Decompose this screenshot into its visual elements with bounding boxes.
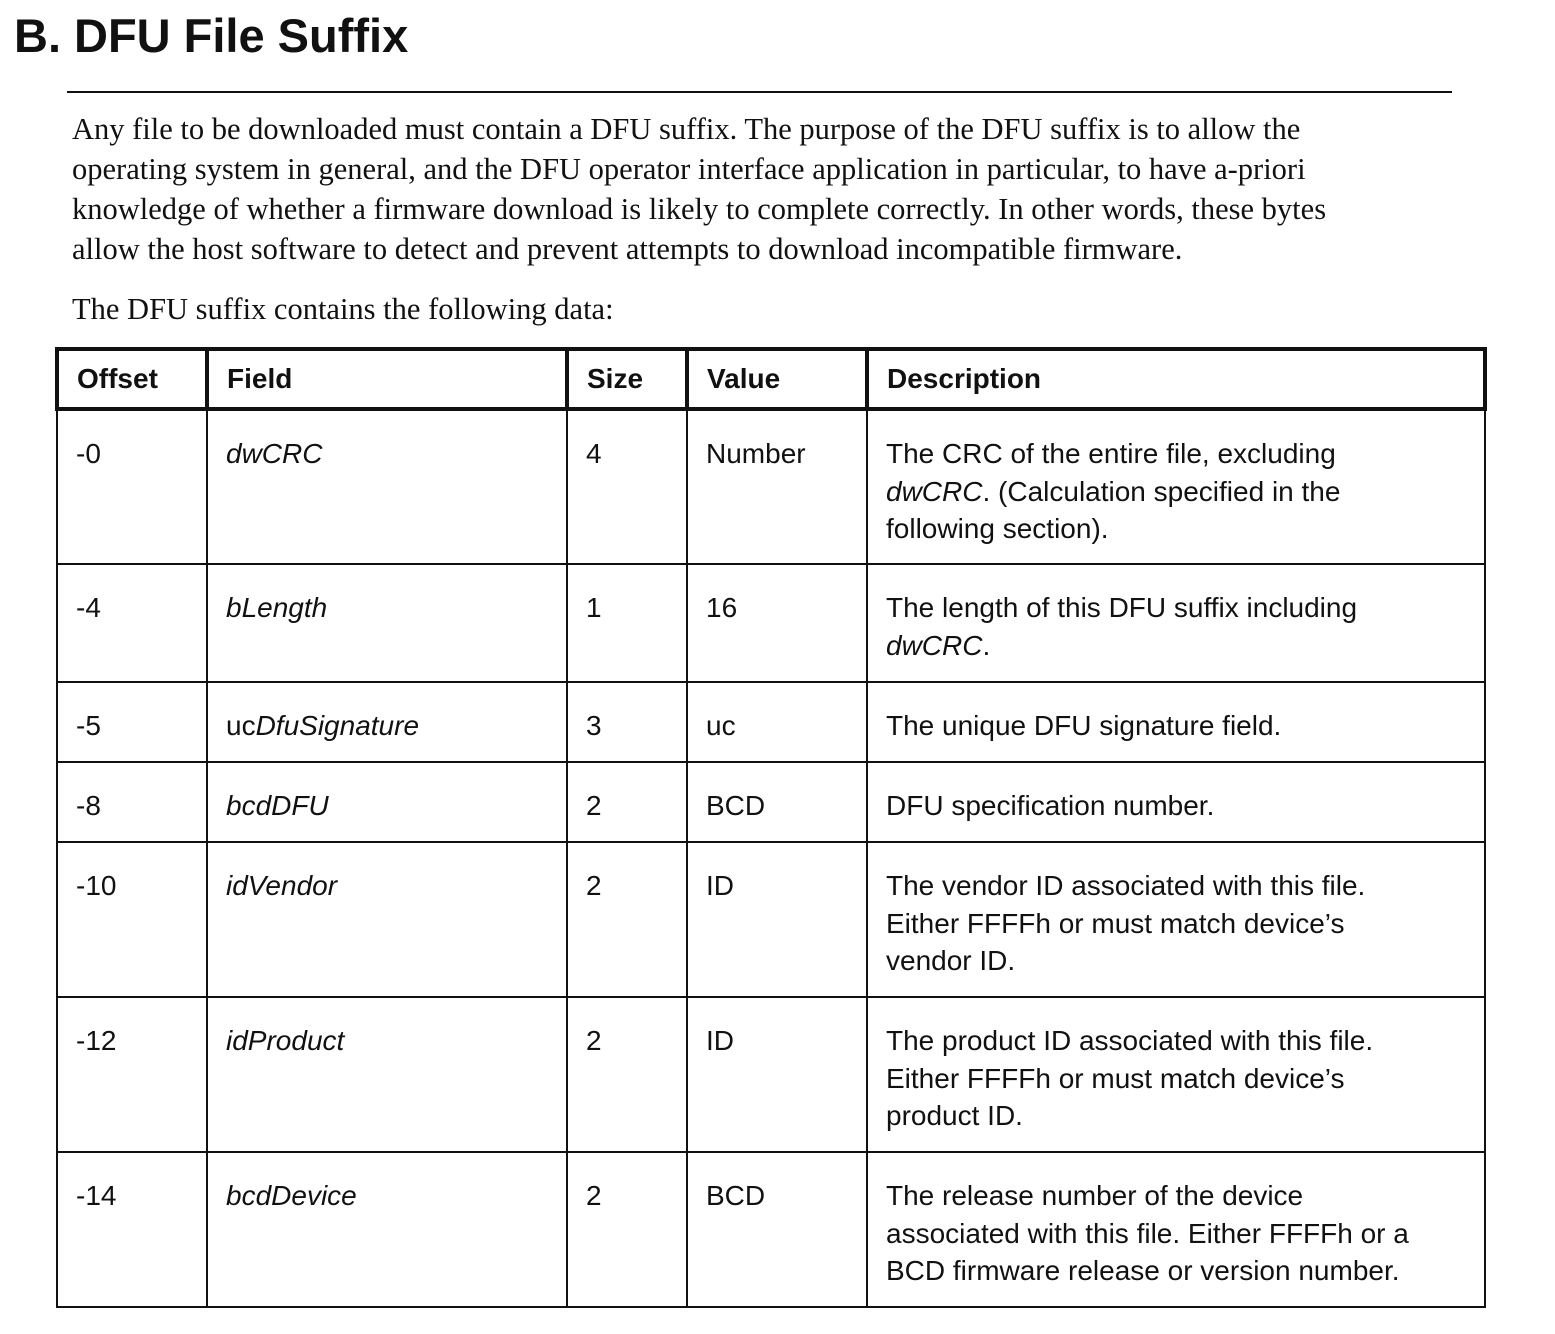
cell-description: The release number of the device associated with this file. Either FFFFh or a BCD firmware release or version number.: [867, 1152, 1485, 1307]
section-title: DFU File Suffix: [74, 9, 409, 62]
cell-value: Number: [687, 409, 867, 564]
cell-value: 16: [687, 564, 867, 682]
cell-field: bcdDevice: [207, 1152, 567, 1307]
intro-paragraph: [72, 109, 1447, 269]
cell-offset: -8: [57, 762, 207, 842]
table-lead-in: The DFU suffix contains the following data:: [72, 292, 614, 326]
cell-value: BCD: [687, 1152, 867, 1307]
cell-value: ID: [687, 842, 867, 997]
cell-offset: -0: [57, 409, 207, 564]
table-header-row: [57, 349, 1485, 409]
table-row: [57, 762, 1485, 842]
cell-description: The product ID associated with this file. Either FFFFh or must match device’s product ID.: [867, 997, 1485, 1152]
intro-line: operating system in general, and the DFU operator interface application in particular, to have a-priori: [72, 152, 1306, 186]
dfu-suffix-table: [55, 347, 1487, 1308]
cell-offset: -12: [57, 997, 207, 1152]
intro-line: allow the host software to detect and prevent attempts to download incompatible firmware.: [72, 232, 1183, 266]
cell-size: 4: [567, 409, 687, 564]
intro-line: Any file to be downloaded must contain a DFU suffix. The purpose of the DFU suffix is to allow the: [72, 112, 1301, 146]
table-row: [57, 842, 1485, 997]
cell-value: uc: [687, 682, 867, 762]
cell-size: 2: [567, 997, 687, 1152]
header-description: Description: [867, 349, 1485, 409]
cell-size: 2: [567, 1152, 687, 1307]
cell-size: 1: [567, 564, 687, 682]
cell-description: The CRC of the entire file, excluding dwCRC. (Calculation specified in the following section).: [867, 409, 1485, 564]
cell-value: ID: [687, 997, 867, 1152]
cell-description: The length of this DFU suffix including dwCRC.: [867, 564, 1485, 682]
table-row: [57, 997, 1485, 1152]
cell-field: idVendor: [207, 842, 567, 997]
table-row: [57, 682, 1485, 762]
cell-value: BCD: [687, 762, 867, 842]
cell-size: 2: [567, 842, 687, 997]
header-field: Field: [207, 349, 567, 409]
cell-size: 3: [567, 682, 687, 762]
header-offset: Offset: [57, 349, 207, 409]
cell-description: DFU specification number.: [867, 762, 1485, 842]
cell-offset: -4: [57, 564, 207, 682]
header-size: Size: [567, 349, 687, 409]
table-row: [57, 564, 1485, 682]
cell-field: dwCRC: [207, 409, 567, 564]
intro-line: knowledge of whether a firmware download is likely to complete correctly. In other words, these bytes: [72, 192, 1327, 226]
cell-field: bcdDFU: [207, 762, 567, 842]
heading-rule: [67, 91, 1452, 93]
cell-field: bLength: [207, 564, 567, 682]
cell-offset: -10: [57, 842, 207, 997]
header-value: Value: [687, 349, 867, 409]
table-row: [57, 1152, 1485, 1307]
cell-offset: -14: [57, 1152, 207, 1307]
section-number: B.: [14, 9, 61, 62]
section-heading: [14, 6, 408, 66]
cell-field: idProduct: [207, 997, 567, 1152]
table-row: [57, 409, 1485, 564]
cell-description: The unique DFU signature field.: [867, 682, 1485, 762]
cell-description: The vendor ID associated with this file. Either FFFFh or must match device’s vendor ID.: [867, 842, 1485, 997]
cell-offset: -5: [57, 682, 207, 762]
cell-field: ucDfuSignature: [207, 682, 567, 762]
cell-size: 2: [567, 762, 687, 842]
